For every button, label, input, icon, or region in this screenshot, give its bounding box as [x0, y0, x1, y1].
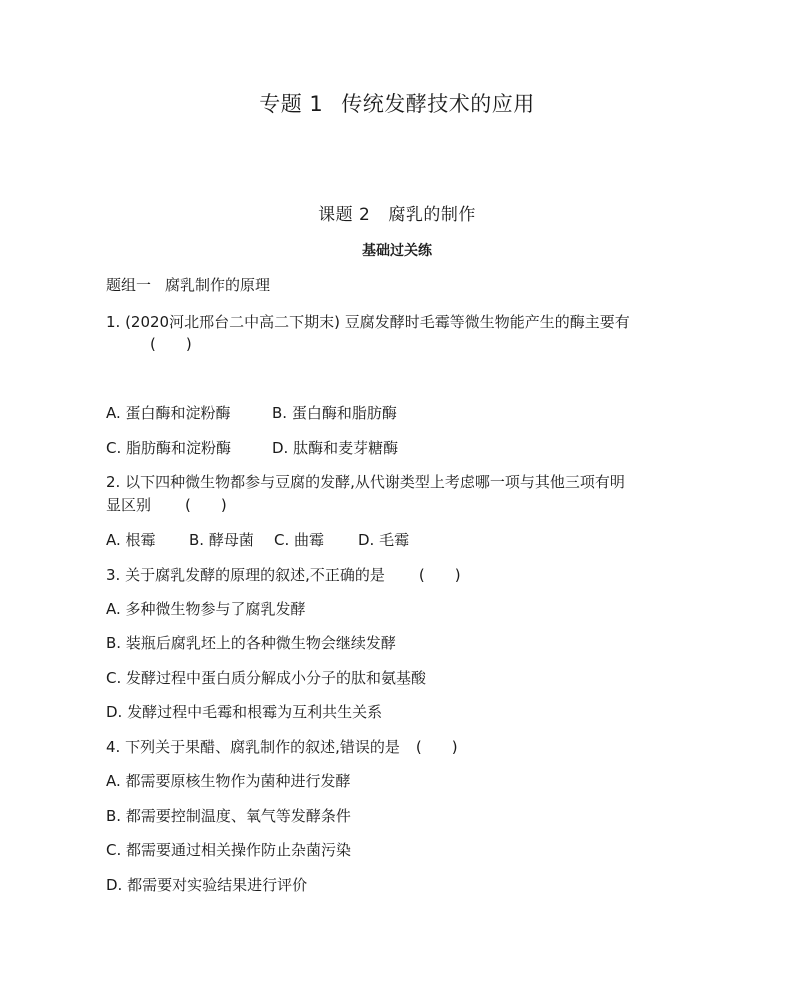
- question-2-stem: 2. 以下四种微生物都参与豆腐的发酵,从代谢类型上考虑哪一项与其他三项有明: [106, 473, 625, 491]
- chapter-name: 传统发酵技术的应用: [341, 92, 535, 116]
- question-1-bracket: ( ): [150, 335, 192, 353]
- question-3-option-a: A. 多种微生物参与了腐乳发酵: [106, 600, 306, 618]
- question-3-option-c: C. 发酵过程中蛋白质分解成小分子的肽和氨基酸: [106, 669, 427, 687]
- question-4-bracket: ( ): [415, 738, 458, 756]
- group-heading: [106, 274, 270, 295]
- chapter-number: 专题 1: [259, 92, 324, 116]
- question-3-stem: 3. 关于腐乳发酵的原理的叙述,不正确的是: [106, 566, 385, 584]
- question-2-stem-end: 显区别: [106, 496, 152, 514]
- question-4-option-a: A. 都需要原核生物作为菌种进行发酵: [106, 772, 351, 790]
- lesson-number: 课题 2: [318, 205, 371, 225]
- question-1-stem: 1. (2020河北邢台二中高二下期末) 豆腐发酵时毛霉等微生物能产生的酶主要有: [106, 313, 630, 331]
- question-3-stem-row: [106, 564, 461, 585]
- question-4-stem-row: [106, 736, 458, 757]
- question-2-stem-cont: [106, 494, 227, 515]
- question-3-option-b: B. 装瓶后腐乳坯上的各种微生物会继续发酵: [106, 634, 396, 652]
- question-3-option-d: D. 发酵过程中毛霉和根霉为互利共生关系: [106, 703, 383, 721]
- question-2-bracket: ( ): [185, 496, 227, 514]
- group-label: 题组一: [106, 276, 152, 294]
- question-1-option-b: B. 蛋白酶和脂肪酶: [272, 404, 397, 422]
- question-4-option-b: B. 都需要控制温度、氧气等发酵条件: [106, 807, 351, 825]
- question-2-option-a: A. 根霉: [106, 531, 156, 549]
- question-4-option-d: D. 都需要对实验结果进行评价: [106, 876, 308, 894]
- section-heading: 基础过关练: [362, 243, 432, 259]
- lesson-name: 腐乳的制作: [388, 205, 476, 225]
- group-title: 腐乳制作的原理: [165, 276, 271, 294]
- question-4-stem: 4. 下列关于果醋、腐乳制作的叙述,错误的是: [106, 738, 400, 756]
- question-2-option-d: D. 毛霉: [358, 531, 410, 549]
- question-2-option-b: B. 酵母菌: [189, 531, 254, 549]
- question-4-option-c: C. 都需要通过相关操作防止杂菌污染: [106, 841, 352, 859]
- question-1-option-a: A. 蛋白酶和淀粉酶: [106, 404, 231, 422]
- question-1-option-c: C. 脂肪酶和淀粉酶: [106, 439, 232, 457]
- question-2-option-c: C. 曲霉: [274, 531, 325, 549]
- chapter-title: [0, 88, 794, 118]
- question-1-option-d: D. 肽酶和麦芽糖酶: [272, 439, 399, 457]
- lesson-title: [0, 200, 794, 225]
- question-3-bracket: ( ): [418, 566, 461, 584]
